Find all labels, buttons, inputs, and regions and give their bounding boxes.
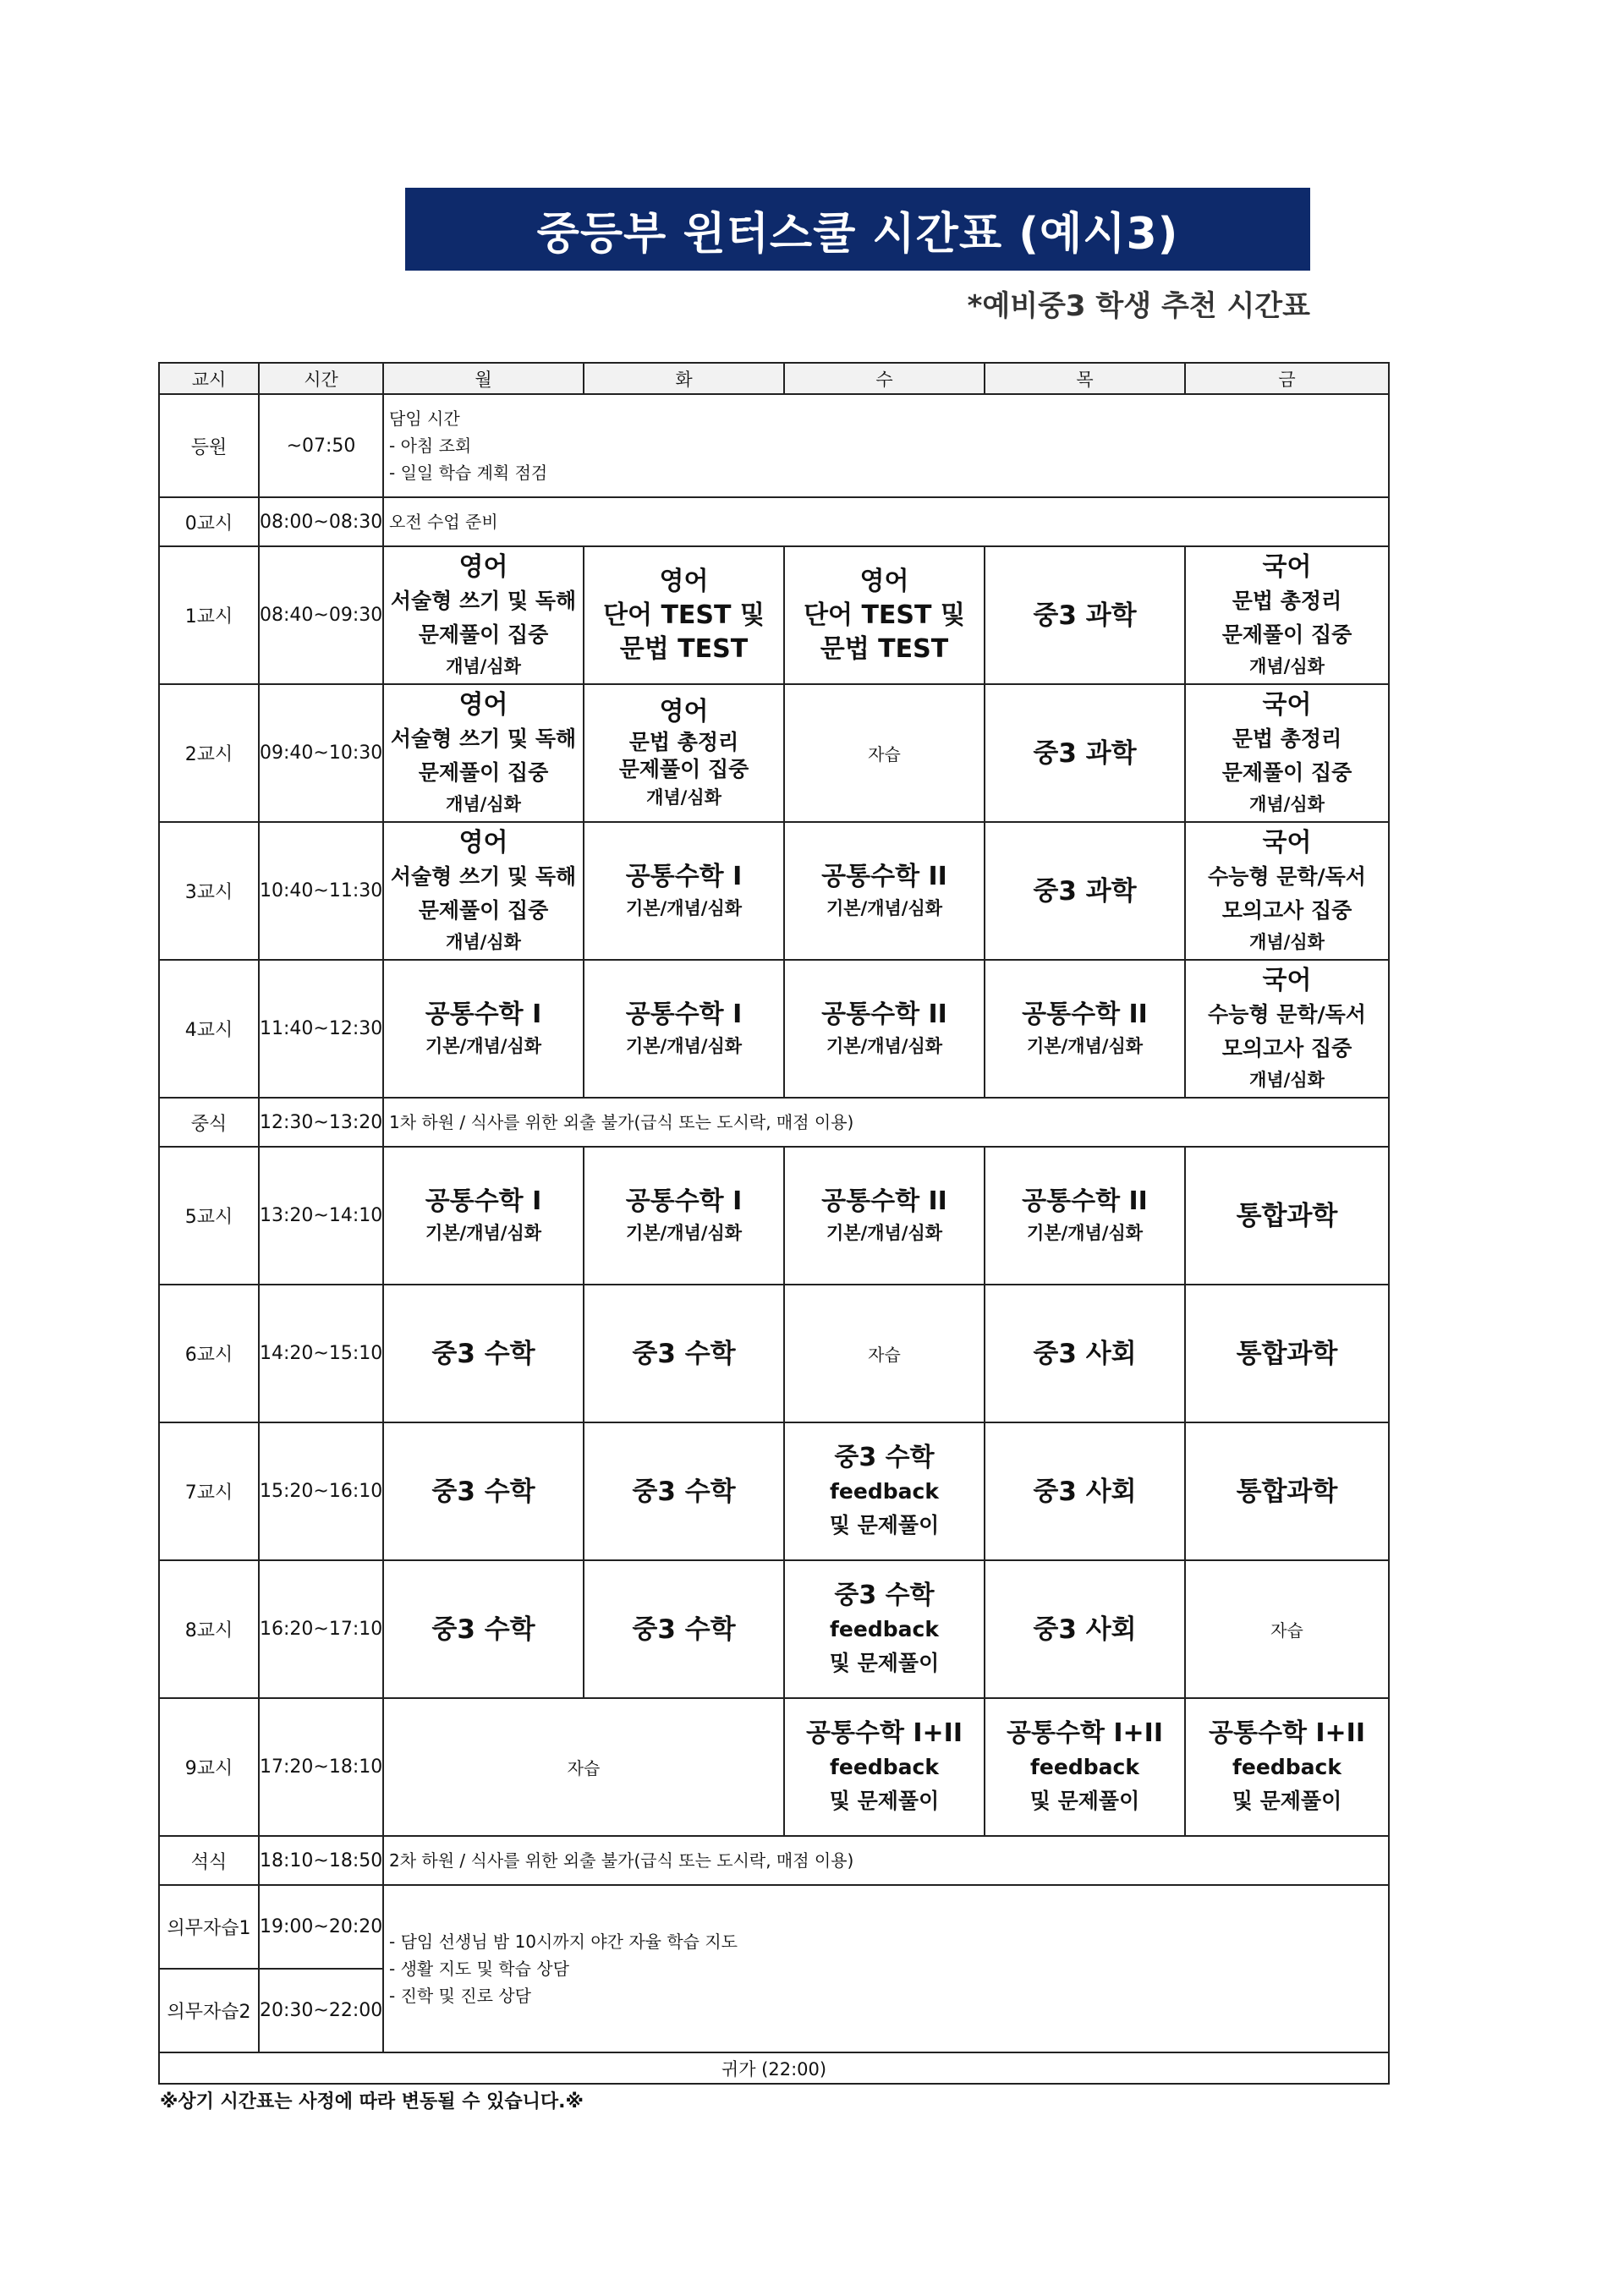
level: 기본/개념/심화 [1026, 1222, 1144, 1243]
detail: 문제풀이 집중 [1221, 622, 1352, 647]
header-wed: 수 [784, 363, 985, 394]
detail: 모의고사 집중 [1221, 1035, 1352, 1060]
header-period: 교시 [159, 363, 259, 394]
row-lunch [159, 1098, 1389, 1147]
page-title: 중등부 윈터스쿨 시간표 (예시3) [405, 188, 1310, 271]
subject: 공통수학 II [821, 999, 947, 1029]
detail: 문법 총정리 [1232, 726, 1342, 751]
detail: 서술형 쓰기 및 독해 [390, 726, 577, 751]
subject: 영어 [458, 827, 508, 858]
class-cell: 자습 [383, 1698, 784, 1836]
detail: 단어 TEST 및 [804, 600, 965, 630]
class-cell: 자습 [1185, 1560, 1389, 1698]
subject: 공통수학 II [821, 1186, 947, 1216]
detail: 서술형 쓰기 및 독해 [390, 863, 577, 889]
class-cell: 중3 과학 [985, 822, 1185, 960]
detail: 문제풀이 집중 [418, 759, 549, 785]
class-cell: 중3 수학 [584, 1285, 784, 1422]
header-fri: 금 [1185, 363, 1389, 394]
class-cell [784, 546, 985, 684]
level: 개념/심화 [1249, 655, 1325, 677]
detail: feedback [1232, 1754, 1341, 1779]
level: 기본/개념/심화 [826, 1222, 943, 1243]
level: 개념/심화 [1249, 1069, 1325, 1090]
subject: 공통수학 I [625, 1186, 743, 1216]
period-label: 0교시 [159, 497, 259, 546]
period-time: 15:20~16:10 [259, 1422, 383, 1560]
subject: 국어 [1262, 965, 1312, 995]
subject: 공통수학 I+II [1209, 1718, 1365, 1748]
row-study-1 [159, 1885, 1389, 1969]
class-cell [1185, 1698, 1389, 1836]
note-line: - 생활 지도 및 학습 상담 [389, 1959, 569, 1979]
period-label: 5교시 [159, 1147, 259, 1285]
row-period-6 [159, 1285, 1389, 1422]
subject: 공통수학 I [625, 999, 743, 1029]
period-note: 1차 하원 / 식사를 위한 외출 불가(급식 또는 도시락, 매점 이용) [383, 1098, 1389, 1147]
level: 기본/개념/심화 [1026, 1035, 1144, 1056]
subject: 공통수학 I [425, 999, 542, 1029]
class-cell: 통합과학 [1185, 1285, 1389, 1422]
class-cell [985, 960, 1185, 1098]
footnote: ※상기 시간표는 사정에 따라 변동될 수 있습니다.※ [160, 2091, 584, 2112]
period-label: 8교시 [159, 1560, 259, 1698]
level: 개념/심화 [446, 655, 521, 677]
class-cell: 통합과학 [1185, 1147, 1389, 1285]
detail: feedback [830, 1478, 939, 1504]
note-line: - 일일 학습 계획 점검 [389, 463, 548, 483]
row-period-3 [159, 822, 1389, 960]
period-time: 20:30~22:00 [259, 1969, 383, 2052]
period-time: 17:20~18:10 [259, 1698, 383, 1836]
period-label: 2교시 [159, 684, 259, 822]
departure-note: 귀가 (22:00) [159, 2052, 1389, 2084]
row-dinner [159, 1836, 1389, 1885]
period-label: 중식 [159, 1098, 259, 1147]
row-period-7 [159, 1422, 1389, 1560]
note-line: - 담임 선생님 밤 10시까지 야간 자율 학습 지도 [389, 1932, 738, 1952]
class-cell [985, 1147, 1185, 1285]
row-arrival [159, 394, 1389, 497]
period-time: 14:20~15:10 [259, 1285, 383, 1422]
class-cell: 중3 과학 [985, 684, 1185, 822]
subject: 중3 수학 [834, 1580, 935, 1610]
class-cell [784, 822, 985, 960]
period-label: 4교시 [159, 960, 259, 1098]
detail: 서술형 쓰기 및 독해 [390, 588, 577, 613]
class-cell: 통합과학 [1185, 1422, 1389, 1560]
period-time: 18:10~18:50 [259, 1836, 383, 1885]
level: 개념/심화 [446, 931, 521, 952]
subject: 공통수학 I+II [806, 1718, 963, 1748]
period-label: 등원 [159, 394, 259, 497]
period-time: 10:40~11:30 [259, 822, 383, 960]
detail: 수능형 문학/독서 [1208, 1001, 1366, 1027]
class-cell: 중3 수학 [383, 1422, 584, 1560]
class-cell [784, 1698, 985, 1836]
header-row [159, 363, 1389, 394]
note-line: - 아침 조회 [389, 436, 472, 456]
class-cell [1185, 822, 1389, 960]
period-time: 08:40~09:30 [259, 546, 383, 684]
detail: 문법 TEST [820, 633, 949, 664]
period-label: 의무자습2 [159, 1969, 259, 2052]
class-cell: 자습 [784, 684, 985, 822]
class-cell [383, 822, 584, 960]
class-cell: 중3 수학 [584, 1560, 784, 1698]
subject: 공통수학 II [821, 861, 947, 891]
class-cell: 중3 사회 [985, 1422, 1185, 1560]
detail: feedback [1030, 1754, 1139, 1779]
detail: 및 문제풀이 [829, 1788, 940, 1813]
row-period-2 [159, 684, 1389, 822]
class-cell [985, 1698, 1185, 1836]
subject: 영어 [458, 689, 508, 720]
period-time: ~07:50 [259, 394, 383, 497]
period-label: 6교시 [159, 1285, 259, 1422]
detail: 수능형 문학/독서 [1208, 863, 1366, 889]
class-cell: 중3 사회 [985, 1560, 1185, 1698]
level: 기본/개념/심화 [425, 1035, 542, 1056]
subject: 국어 [1262, 551, 1312, 582]
period-label: 의무자습1 [159, 1885, 259, 1969]
detail: 문법 총정리 [628, 729, 739, 754]
header-time: 시간 [259, 363, 383, 394]
subject: 중3 수학 [834, 1442, 935, 1472]
class-cell [383, 684, 584, 822]
detail: 문제풀이 집중 [418, 897, 549, 923]
period-time: 19:00~20:20 [259, 1885, 383, 1969]
class-cell [383, 546, 584, 684]
period-time: 11:40~12:30 [259, 960, 383, 1098]
subject: 공통수학 I [625, 861, 743, 891]
level: 기본/개념/심화 [625, 1035, 743, 1056]
detail: 모의고사 집중 [1221, 897, 1352, 923]
class-cell: 자습 [784, 1285, 985, 1422]
note-line: - 진학 및 진로 상담 [389, 1986, 531, 2006]
period-note: 오전 수업 준비 [383, 497, 1389, 546]
subject: 영어 [659, 696, 709, 726]
detail: 및 문제풀이 [1232, 1788, 1342, 1813]
detail: 단어 TEST 및 [603, 600, 765, 630]
period-label: 1교시 [159, 546, 259, 684]
period-time: 09:40~10:30 [259, 684, 383, 822]
detail: 문법 총정리 [1232, 588, 1342, 613]
class-cell [1185, 960, 1389, 1098]
row-period-0 [159, 497, 1389, 546]
row-period-4 [159, 960, 1389, 1098]
subject: 공통수학 I [425, 1186, 542, 1216]
subject: 공통수학 II [1022, 999, 1148, 1029]
period-label: 3교시 [159, 822, 259, 960]
class-cell [584, 546, 784, 684]
class-cell: 중3 과학 [985, 546, 1185, 684]
period-note: 2차 하원 / 식사를 위한 외출 불가(급식 또는 도시락, 매점 이용) [383, 1836, 1389, 1885]
row-period-9 [159, 1698, 1389, 1836]
class-cell: 중3 수학 [383, 1560, 584, 1698]
row-departure [159, 2052, 1389, 2084]
level: 개념/심화 [646, 786, 721, 808]
detail: feedback [830, 1754, 939, 1779]
timetable [158, 362, 1390, 2085]
period-label: 9교시 [159, 1698, 259, 1836]
detail: feedback [830, 1616, 939, 1641]
class-cell [584, 960, 784, 1098]
header-thu: 목 [985, 363, 1185, 394]
subject: 공통수학 I+II [1007, 1718, 1163, 1748]
period-time: 12:30~13:20 [259, 1098, 383, 1147]
level: 개념/심화 [1249, 793, 1325, 814]
subject: 국어 [1262, 689, 1312, 720]
level: 기본/개념/심화 [826, 1035, 943, 1056]
subtitle: *예비중3 학생 추천 시간표 [967, 289, 1310, 323]
class-cell [383, 1147, 584, 1285]
header-tue: 화 [584, 363, 784, 394]
level: 기본/개념/심화 [425, 1222, 542, 1243]
class-cell [584, 1147, 784, 1285]
subject: 영어 [458, 551, 508, 582]
class-cell: 중3 수학 [584, 1422, 784, 1560]
detail: 및 문제풀이 [829, 1650, 940, 1675]
level: 기본/개념/심화 [826, 897, 943, 918]
subject: 영어 [859, 566, 909, 596]
note-line: 담임 시간 [389, 408, 460, 429]
detail: 및 문제풀이 [1029, 1788, 1140, 1813]
subject: 국어 [1262, 827, 1312, 858]
detail: 및 문제풀이 [829, 1512, 940, 1537]
detail: 문제풀이 집중 [418, 622, 549, 647]
arrival-notes [383, 394, 1389, 497]
level: 개념/심화 [1249, 931, 1325, 952]
header-mon: 월 [383, 363, 584, 394]
period-time: 16:20~17:10 [259, 1560, 383, 1698]
class-cell [1185, 684, 1389, 822]
level: 기본/개념/심화 [625, 1222, 743, 1243]
subject: 영어 [659, 566, 709, 596]
class-cell [584, 684, 784, 822]
class-cell: 중3 수학 [383, 1285, 584, 1422]
study-notes [383, 1885, 1389, 2052]
detail: 문제풀이 집중 [618, 756, 749, 781]
level: 개념/심화 [446, 793, 521, 814]
period-label: 석식 [159, 1836, 259, 1885]
class-cell [784, 1422, 985, 1560]
detail: 문법 TEST [619, 633, 749, 664]
period-time: 13:20~14:10 [259, 1147, 383, 1285]
class-cell [584, 822, 784, 960]
row-period-1 [159, 546, 1389, 684]
subject: 공통수학 II [1022, 1186, 1148, 1216]
class-cell [383, 960, 584, 1098]
period-time: 08:00~08:30 [259, 497, 383, 546]
class-cell [1185, 546, 1389, 684]
period-label: 7교시 [159, 1422, 259, 1560]
row-period-8 [159, 1560, 1389, 1698]
row-period-5 [159, 1147, 1389, 1285]
detail: 문제풀이 집중 [1221, 759, 1352, 785]
class-cell: 중3 사회 [985, 1285, 1185, 1422]
class-cell [784, 1147, 985, 1285]
class-cell [784, 960, 985, 1098]
class-cell [784, 1560, 985, 1698]
level: 기본/개념/심화 [625, 897, 743, 918]
